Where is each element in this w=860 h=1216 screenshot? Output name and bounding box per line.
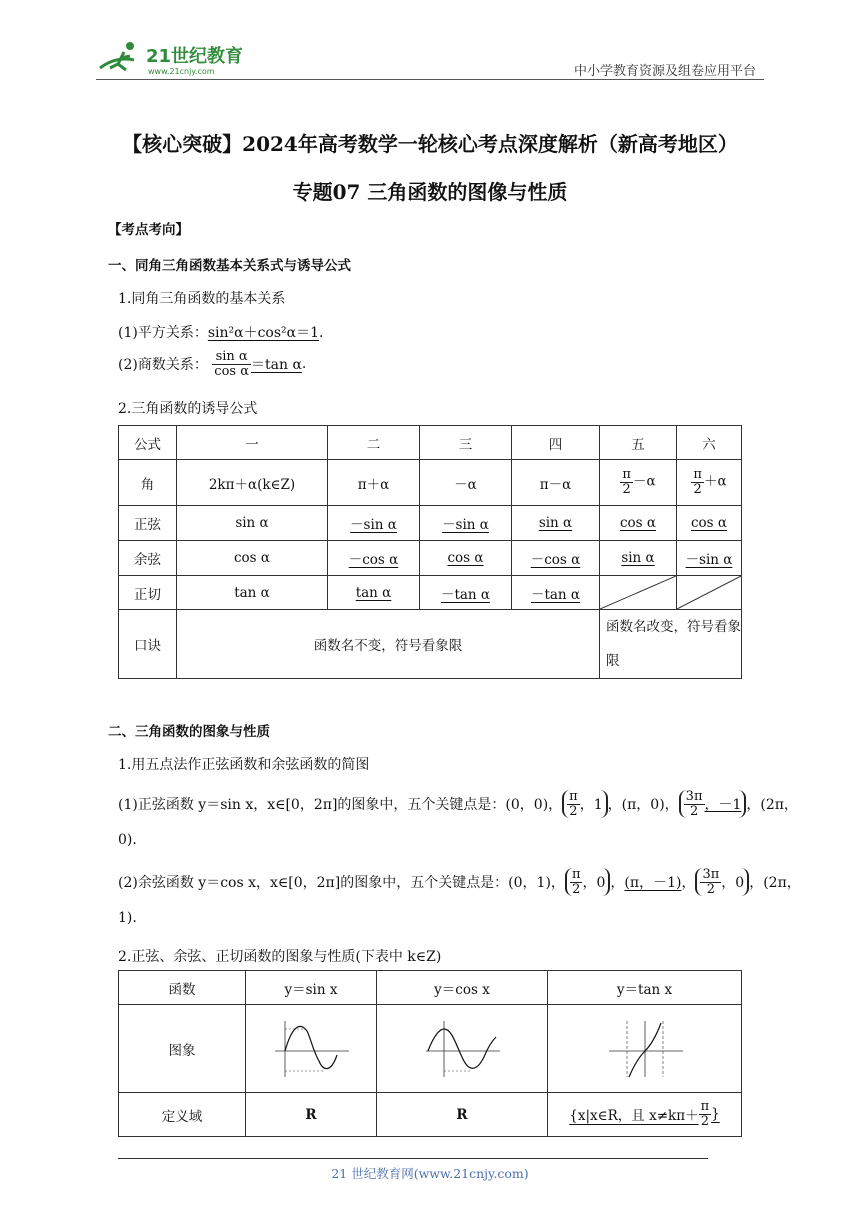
s1-square-formula: sin²α＋cos²α＝1 xyxy=(207,325,320,341)
table-header-row: 公式 一 二 三 四 五 六 xyxy=(119,426,742,460)
s2-sin-tail: 0). xyxy=(118,832,137,848)
s1-square-relation: (1)平方关系：sin²α＋cos²α＝1. xyxy=(118,325,324,341)
page-subtitle: 专题07 三角函数的图像与性质 xyxy=(292,180,568,204)
empty-cell-diagonal xyxy=(677,576,742,610)
logo-text: 21世纪教育 xyxy=(146,46,244,67)
site-logo xyxy=(96,38,266,78)
table-row-mnemonic: 口诀 函数名不变，符号看象限 函数名改变，符号看象 限 xyxy=(119,610,742,679)
sin-graph xyxy=(246,1005,377,1093)
s1-item2: 2.三角函数的诱导公式 xyxy=(118,401,258,417)
table-row-domain: 定义域 R R {x|x∈R，且 x≠kπ＋ $\frac{\pi}{2}$ } xyxy=(119,1093,742,1137)
table-row-tan: 正切 tan α tan α －tan α －tan α xyxy=(119,576,742,610)
table-row-sin: 正弦 sin α －sin α －sin α sin α cos α cos α xyxy=(119,506,742,541)
table-row-cos: 余弦 cos α －cos α cos α －cos α sin α －sin α xyxy=(119,541,742,576)
cos-graph xyxy=(377,1005,548,1093)
table-row-angle: 角 2kπ＋α(k∈Z) π＋α －α π－α $\frac{\pi}{2}$ －α $\frac{\pi}{2}$ ＋α xyxy=(119,460,742,506)
s2-cos-tail: 1). xyxy=(118,910,137,926)
empty-cell-diagonal xyxy=(600,576,677,610)
page-title: 【核心突破】2024年高考数学一轮核心考点深度解析（新高考地区） xyxy=(122,132,738,156)
s2-item2: 2.正弦、余弦、正切函数的图象与性质(下表中 k∈Z) xyxy=(118,949,442,965)
s1-quotient-relation: (2)商数关系： $\frac{\text{sin α}}{\text{cos α}}$ ＝tan α. xyxy=(118,349,307,379)
header-platform-text: 中小学教育资源及组卷应用平台 xyxy=(573,64,756,79)
s2-sin-five-points: (1)正弦函数 y＝sin x，x∈[0，2π]的图象中，五个关键点是：(0，0)， $\frac{\pi}{2}$ ，1 ，(π，0)， $\frac{3\pi}{2}$ ，－1 ，(2π， xyxy=(118,789,798,819)
s1-item1: 1.同角三角函数的基本关系 xyxy=(118,291,286,307)
section-2-heading: 二、三角函数的图象与性质 xyxy=(108,724,270,740)
logo-url: www.21cnjy.com xyxy=(148,67,215,76)
table-header-row: 函数 y＝sin x y＝cos x y＝tan x xyxy=(119,971,742,1005)
header-divider xyxy=(96,79,764,80)
section-kaodian: 【考点考向】 xyxy=(108,222,189,238)
table-row-graph: 图象 xyxy=(119,1005,742,1093)
footer-link[interactable]: 21 世纪教育网(www.21cnjy.com) xyxy=(331,1166,529,1181)
section-1-heading: 一、同角三角函数基本关系式与诱导公式 xyxy=(108,258,351,274)
tan-graph xyxy=(548,1005,742,1093)
footer-divider xyxy=(118,1158,708,1159)
s2-item1: 1.用五点法作正弦函数和余弦函数的简图 xyxy=(118,757,370,773)
trig-properties-table xyxy=(118,970,742,1137)
s2-cos-five-points: (2)余弦函数 y＝cos x，x∈[0，2π]的图象中，五个关键点是：(0，1)， $\frac{\pi}{2}$ ，0 ，(π，－1)， $\frac{3\pi}{2}$ ，0 ，(2π， xyxy=(118,867,801,897)
induction-formula-table xyxy=(118,425,742,679)
